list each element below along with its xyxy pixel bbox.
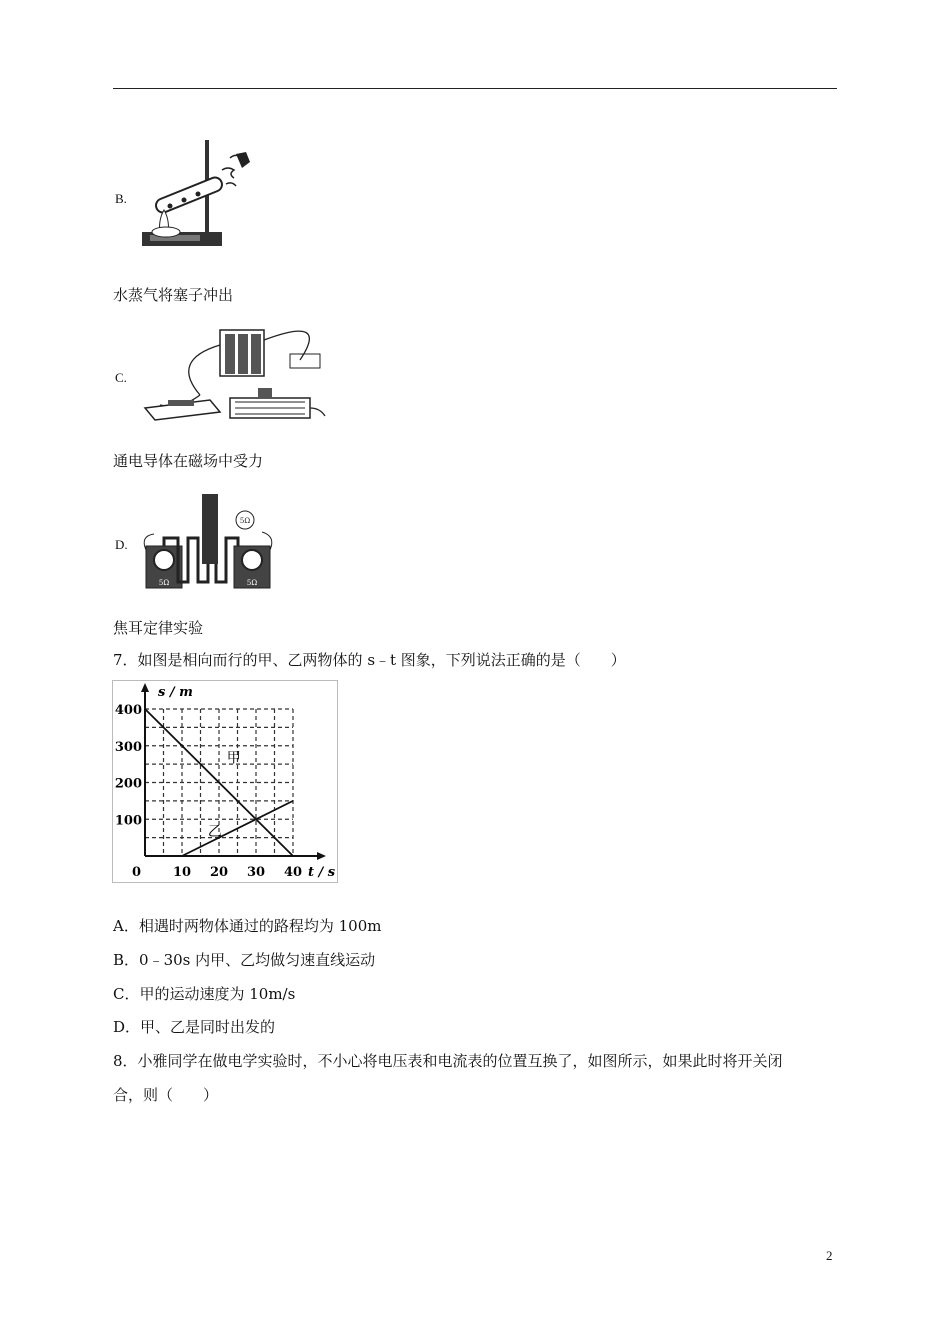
option-c-caption: 通电导体在磁场中受力	[113, 452, 264, 470]
question-7-option-a: A．相遇时两物体通过的路程均为 100m	[113, 917, 382, 935]
x-tick-0: 0	[132, 865, 142, 880]
question-7-option-b: B．0﹣30s 内甲、乙均做匀速直线运动	[113, 951, 376, 969]
y-axis-label: s / m	[158, 685, 193, 700]
question-7-option-c: C．甲的运动速度为 10m/s	[113, 985, 296, 1003]
joule-law-figure	[142, 490, 277, 594]
y-tick-100: 100	[114, 813, 142, 829]
y-tick-400: 400	[114, 703, 142, 718]
option-d-caption: 焦耳定律实验	[113, 619, 204, 637]
outside-resistor-label: 5Ω	[239, 517, 251, 525]
option-b-letter: B.	[115, 191, 127, 206]
y-tick-200: 200	[114, 776, 142, 792]
question-8-line-1: 8．小雅同学在做电学实验时，不小心将电压表和电流表的位置互换了，如图所示，如果此时将开关闭	[113, 1052, 783, 1070]
right-beaker-label: 5Ω	[246, 579, 258, 587]
x-tick-30: 30	[246, 865, 266, 880]
question-7-option-d: D．甲、乙是同时出发的	[113, 1018, 276, 1036]
option-b-caption: 水蒸气将塞子冲出	[113, 286, 234, 304]
x-tick-10: 10	[172, 865, 192, 880]
page-number: 2	[826, 1248, 833, 1263]
y-tick-300: 300	[114, 739, 142, 755]
x-tick-20: 20	[209, 865, 229, 880]
x-axis-label: t / s	[308, 865, 336, 880]
s-t-chart	[112, 680, 338, 883]
x-tick-40: 40	[283, 865, 303, 880]
header-rule	[113, 88, 837, 89]
steam-tube-figure	[140, 140, 255, 258]
series-label-jia: 甲	[226, 750, 241, 767]
option-d-letter: D.	[115, 537, 128, 552]
series-label-yi: 乙	[207, 823, 222, 840]
question-8-line-2: 合，则（ ）	[113, 1086, 219, 1104]
left-beaker-label: 5Ω	[158, 579, 170, 587]
current-in-magnetic-field-figure	[140, 320, 335, 428]
question-7-stem: 7．如图是相向而行的甲、乙两物体的 s﹣t 图象，下列说法正确的是（ ）	[113, 651, 626, 669]
option-c-letter: C.	[115, 370, 127, 385]
